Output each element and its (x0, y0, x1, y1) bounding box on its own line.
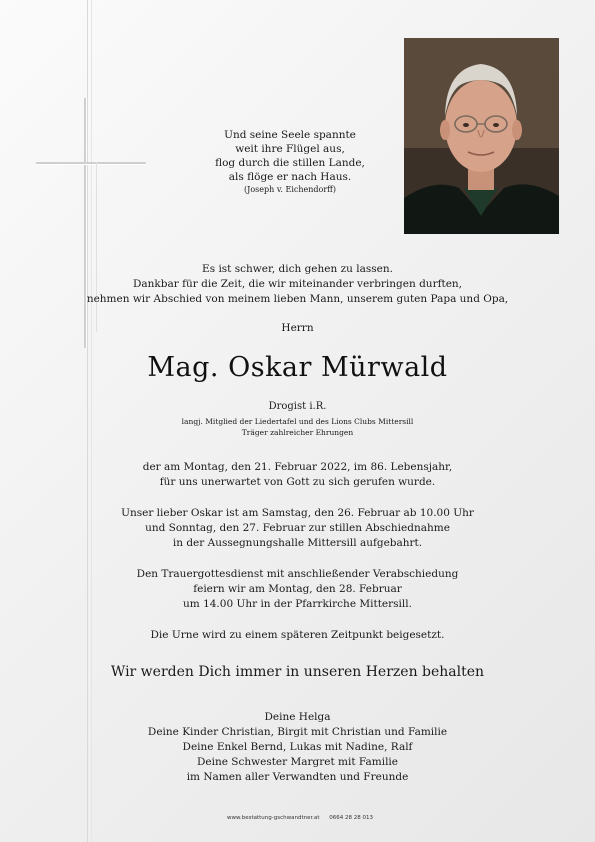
salutation: Herrn (281, 322, 314, 334)
viewing-line: in der Aussegnungshalle Mittersill aufgebahrt. (172, 537, 423, 549)
mourner-line: Deine Schwester Margret mit Familie (196, 756, 398, 768)
death-notice (60, 460, 535, 490)
cross-vertical-bar (84, 98, 86, 348)
poem-author: (Joseph v. Eichendorff) (244, 185, 336, 194)
service-info (60, 567, 535, 612)
honors (60, 416, 535, 438)
service-line: um 14.00 Uhr in der Pfarrkirche Mittersill. (183, 598, 412, 610)
intro-line: nehmen wir Abschied von meinem lieben Mann, unserem guten Papa und Opa, (86, 293, 509, 305)
deceased-name: Mag. Oskar Mürwald (147, 352, 448, 383)
poem-line: weit ihre Flügel aus, (235, 143, 345, 155)
urn-info (60, 628, 535, 643)
honor-line: Träger zahlreicher Ehrungen (241, 428, 354, 437)
intro-line: Es ist schwer, dich gehen zu lassen. (202, 263, 393, 275)
footer-website: www.bestattung-gschwandtner.at (226, 815, 320, 821)
mourner-line: Deine Helga (264, 711, 331, 723)
urn-line: Die Urne wird zu einem späteren Zeitpunkt beigesetzt. (150, 629, 445, 641)
poem-line: Und seine Seele spannte (224, 129, 356, 141)
intro-line: Dankbar für die Zeit, die wir miteinander verbringen durften, (132, 278, 463, 290)
viewing-line: Unser lieber Oskar ist am Samstag, den 26. Februar ab 10.00 Uhr (121, 507, 474, 519)
portrait-photo (404, 38, 559, 234)
footer-phone: 0664 28 28 013 (329, 815, 374, 821)
death-line: der am Montag, den 21. Februar 2022, im 86. Lebensjahr, (142, 461, 453, 473)
intro-text (60, 262, 535, 307)
profession: Drogist i.R. (268, 401, 327, 412)
poem-line: als flöge er nach Haus. (228, 171, 352, 183)
service-line: feiern wir am Montag, den 28. Februar (193, 583, 402, 595)
death-line: für uns unerwartet von Gott zu sich gerufen wurde. (159, 476, 436, 488)
poem-line: flog durch die stillen Lande, (215, 157, 365, 169)
portrait-illustration (404, 38, 559, 234)
mourners (60, 710, 535, 785)
mourner-line: im Namen aller Verwandten und Freunde (186, 771, 409, 783)
viewing-line: und Sonntag, den 27. Februar zur stillen Abschiednahme (145, 522, 450, 534)
mourner-line: Deine Kinder Christian, Birgit mit Christian und Familie (147, 726, 448, 738)
footer (200, 815, 400, 821)
mourner-line: Deine Enkel Bernd, Lukas mit Nadine, Ralf (182, 741, 413, 753)
motto: Wir werden Dich immer in unseren Herzen behalten (110, 664, 485, 680)
viewing-info (60, 506, 535, 551)
honor-line: langj. Mitglied der Liedertafel und des Lions Clubs Mittersill (181, 417, 414, 426)
cross-horizontal-bar (36, 162, 146, 164)
service-line: Den Trauergottesdienst mit anschließender Verabschiedung (136, 568, 459, 580)
poem (190, 128, 390, 196)
